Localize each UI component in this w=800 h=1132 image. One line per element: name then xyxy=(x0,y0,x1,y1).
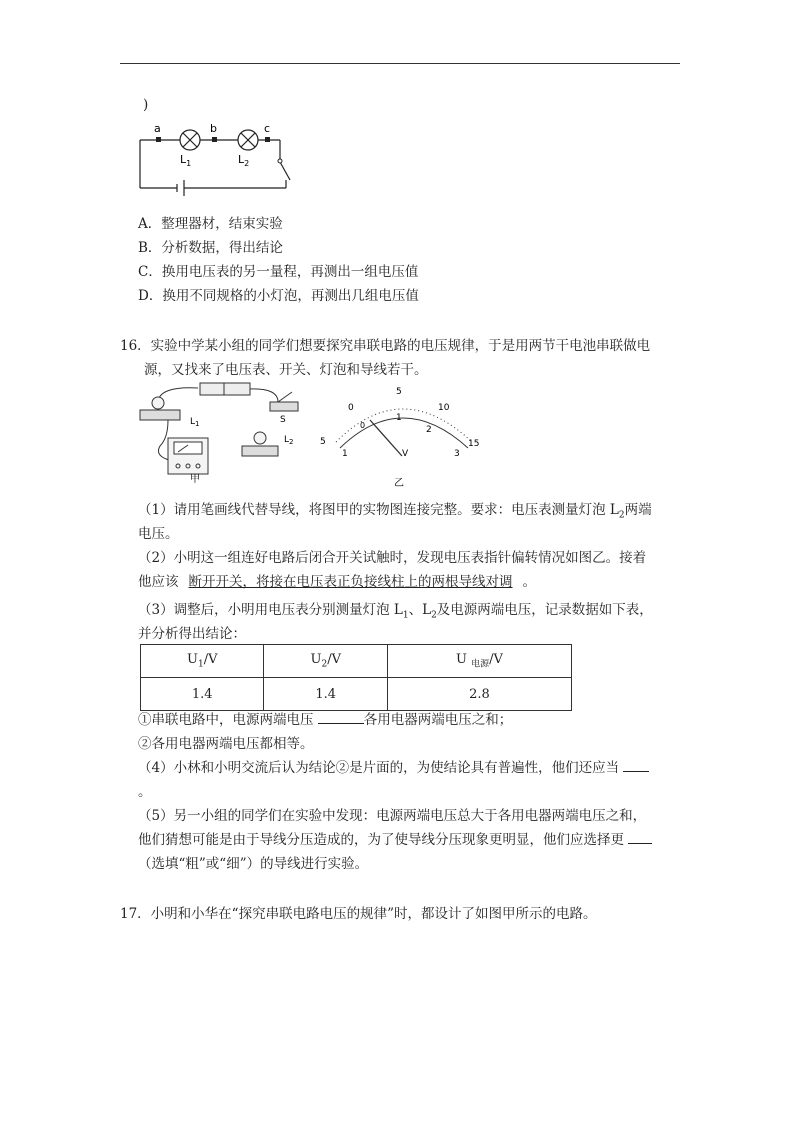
q16-part4-line1: （4）小林和小明交流后认为结论②是片面的，为使结论具有普遍性，他们还应当 xyxy=(138,756,649,776)
jia-caption: 甲 xyxy=(190,474,200,485)
conclusion-2: ②各用电器两端电压都相等。 xyxy=(138,736,314,752)
point-c-label: c xyxy=(264,122,271,135)
blank-4[interactable] xyxy=(623,759,649,772)
blank-5[interactable] xyxy=(628,831,652,844)
yi-outer-10: 10 xyxy=(438,403,450,413)
q16-part5-line2: 他们猜想可能是由于导线分压造成的，为了使导线分压现象更明显，他们应选择更 xyxy=(138,828,652,848)
q16-stem-line2: 源，又找来了电压表、开关、灯泡和导线若干。 xyxy=(144,362,428,378)
point-a-label: a xyxy=(154,122,161,135)
header-rule xyxy=(120,63,680,64)
q16-part4-line2: 。 xyxy=(138,784,152,800)
jia-s-label: S xyxy=(280,415,286,425)
header-u2: $U_2/V$ xyxy=(264,645,387,678)
cell-u2: 1.4 xyxy=(264,678,387,711)
option-a: A．整理器材，结束实验 xyxy=(138,216,283,232)
point-b-label: b xyxy=(210,122,217,135)
blank-1[interactable] xyxy=(318,711,364,724)
q16-part5-line1: （5）另一小组的同学们在实验中发现：电源两端电压总大于各用电器两端电压之和， xyxy=(138,808,647,824)
header-usource: U $_{电源}$/V xyxy=(387,645,571,678)
q16-part1-line2: 电压。 xyxy=(138,526,179,542)
voltage-table xyxy=(140,644,572,711)
header-u1: $U_1/V$ xyxy=(141,645,264,678)
q16-part5-line3: （选填“粗”或“细”）的导线进行实验。 xyxy=(138,856,369,872)
q16-part2-line2: 他应该 断开开关，将接在电压表正负接线柱上的两根导线对调 。 xyxy=(138,574,536,590)
jia-l2-label: $L_2$ xyxy=(284,435,294,446)
q16-part2-line1: （2）小明这一组连好电路后闭合开关试触时，发现电压表指针偏转情况如图乙。接着 xyxy=(138,550,647,566)
option-b: B．分析数据，得出结论 xyxy=(138,240,283,256)
cell-u1: 1.4 xyxy=(141,678,264,711)
q16-part3-line1: （3）调整后，小明用电压表分别测量灯泡 $L_1$、$L_2$及电源两端电压，记录数据如下表， xyxy=(138,602,653,621)
yi-left-1: 1 xyxy=(342,449,348,459)
lamp-l1-label: $L_1$ xyxy=(180,153,192,168)
q17-stem: 17．小明和小华在“探究串联电路电压的规律”时，都设计了如图甲所示的电路。 xyxy=(120,906,597,922)
table-header-row xyxy=(141,645,572,678)
yi-outer-5: 5 xyxy=(396,387,402,397)
yi-caption: 乙 xyxy=(394,478,404,489)
yi-inner-3: 3 xyxy=(454,449,460,459)
fig-yi-voltmeter-dial xyxy=(318,382,488,490)
yi-outer-0: 0 xyxy=(348,403,354,413)
part2-answer: 断开开关，将接在电压表正负接线柱上的两根导线对调 xyxy=(188,574,513,590)
jia-l1-label: $L_1$ xyxy=(190,417,200,428)
option-c: C．换用电压表的另一量程，再测出一组电压值 xyxy=(138,264,419,280)
option-d: D．换用不同规格的小灯泡，再测出几组电压值 xyxy=(138,288,419,304)
q16-stem-line1: 16．实验中学某小组的同学们想要探究串联电路的电压规律，于是用两节干电池串联做电 xyxy=(120,338,651,354)
yi-outer-15: 15 xyxy=(468,439,480,449)
yi-left-5: 5 xyxy=(320,437,326,447)
table-row xyxy=(141,678,572,711)
q15-circuit-diagram xyxy=(130,118,300,198)
fig-jia-apparatus xyxy=(138,378,308,486)
q16-part1-line1: （1）请用笔画线代替导线，将图甲的实物图连接完整。要求：电压表测量灯泡 $L_2$两端 xyxy=(138,502,652,521)
lamp-l2-label: $L_2$ xyxy=(238,153,250,168)
yi-needle-zero: 0 xyxy=(360,421,366,430)
q16-part3-line2: 并分析得出结论： xyxy=(138,626,246,642)
yi-v-label: V xyxy=(402,449,409,459)
conclusion-1: ①串联电路中，电源两端电压 各用电器两端电压之和； xyxy=(138,712,513,728)
yi-inner-2: 2 xyxy=(426,425,432,435)
yi-inner-1: 1 xyxy=(396,413,402,423)
closing-paren: ) xyxy=(143,97,149,113)
cell-usource: 2.8 xyxy=(387,678,571,711)
